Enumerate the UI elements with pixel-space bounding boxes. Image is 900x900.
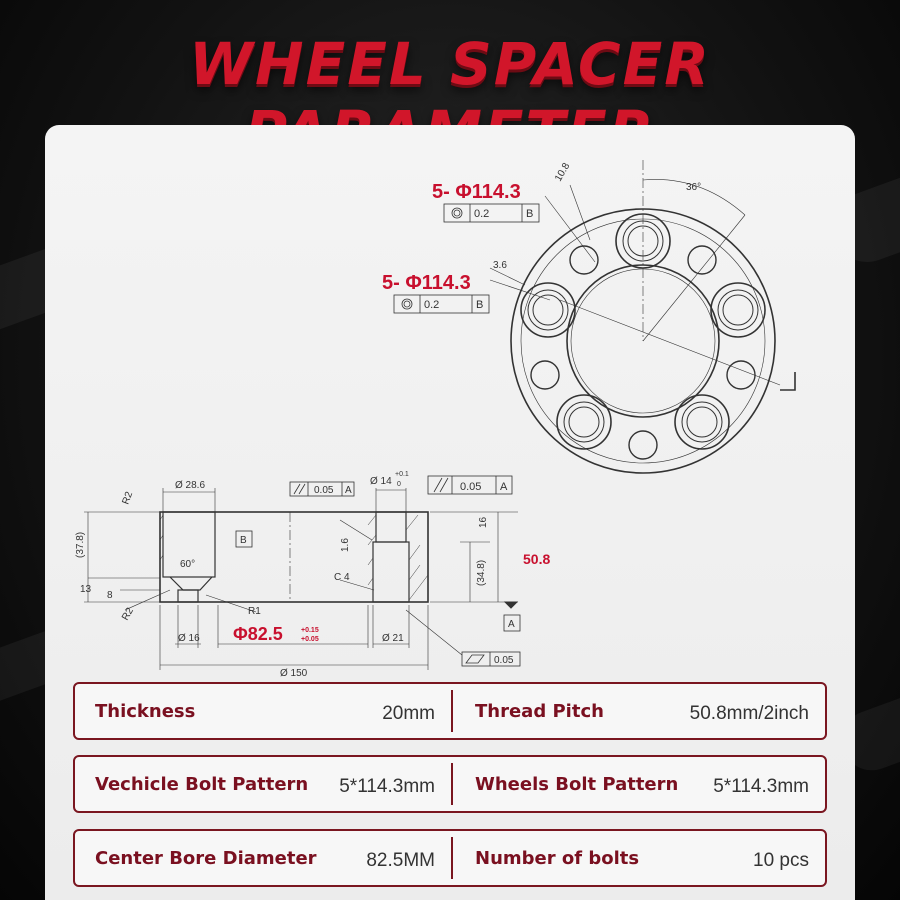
spec-row-2 bbox=[73, 755, 827, 813]
row-divider bbox=[451, 837, 453, 879]
dim-10-8: 10.8 bbox=[553, 161, 573, 184]
wheels-bolt-pattern-label: Wheels Bolt Pattern bbox=[475, 774, 679, 795]
number-of-bolts-value: 10 pcs bbox=[753, 850, 809, 871]
dim-37-8: (37.8) bbox=[75, 531, 86, 558]
flatness-datum: A bbox=[345, 485, 352, 496]
dim-14-tol-upper: +0.1 bbox=[395, 471, 409, 478]
dim-14: Ø 14 bbox=[370, 476, 392, 487]
thread-pitch-label: Thread Pitch bbox=[475, 701, 604, 722]
number-of-bolts-label: Number of bolts bbox=[475, 848, 640, 869]
bore-tolerance-upper: +0.15 bbox=[301, 627, 319, 634]
dim-34-8: (34.8) bbox=[476, 559, 487, 586]
thickness-label: Thickness bbox=[95, 701, 196, 722]
row-divider bbox=[451, 690, 453, 732]
parallel-datum: A bbox=[500, 481, 508, 493]
dim-c4: C 4 bbox=[334, 572, 350, 583]
dim-16-bottom: Ø 16 bbox=[178, 633, 200, 644]
dim-r2-bottom: R2 bbox=[120, 605, 136, 623]
vehicle-bolt-pattern-value: 5*114.3mm bbox=[339, 776, 435, 797]
spec-row-3 bbox=[73, 829, 827, 887]
dim-36-deg: 36° bbox=[686, 182, 702, 193]
bolt-pattern-callout-top: 5- Φ114.3 bbox=[432, 181, 521, 203]
datum-b: B bbox=[240, 535, 247, 546]
dim-8: 8 bbox=[107, 590, 113, 601]
callout-mid-datum: B bbox=[476, 299, 484, 311]
center-bore-label: Center Bore Diameter bbox=[95, 848, 317, 869]
page-title: WHEEL SPACER bbox=[189, 30, 711, 98]
dim-150: Ø 150 bbox=[280, 668, 308, 679]
dim-r1: R1 bbox=[248, 606, 261, 617]
dim-14-tol-lower: 0 bbox=[397, 481, 401, 488]
front-view bbox=[511, 160, 780, 473]
center-bore-value: 82.5MM bbox=[366, 850, 435, 871]
flatness-tolerance: 0.05 bbox=[314, 485, 334, 496]
dim-60-deg: 60° bbox=[180, 559, 196, 570]
row-divider bbox=[451, 763, 453, 805]
thread-pitch-value: 50.8mm/2inch bbox=[689, 703, 809, 724]
wheels-bolt-pattern-value: 5*114.3mm bbox=[713, 776, 809, 797]
dim-r2-top: R2 bbox=[120, 490, 136, 507]
parallel-tolerance: 0.05 bbox=[460, 481, 482, 493]
dim-13: 13 bbox=[80, 584, 92, 595]
spec-row-1 bbox=[73, 682, 827, 740]
thickness-value: 20mm bbox=[382, 703, 435, 724]
dim-3-6: 3.6 bbox=[493, 260, 507, 271]
dim-1-6: 1.6 bbox=[340, 538, 351, 552]
center-bore-dimension: Φ82.5 bbox=[233, 624, 283, 644]
dim-16-right: 16 bbox=[478, 516, 489, 528]
bolt-pattern-callout-middle: 5- Φ114.3 bbox=[382, 272, 471, 294]
section-view bbox=[160, 512, 428, 602]
callout-top-tolerance: 0.2 bbox=[474, 208, 490, 220]
dim-28-6: Ø 28.6 bbox=[175, 480, 206, 491]
callout-mid-tolerance: 0.2 bbox=[424, 299, 440, 311]
thickness-dimension: 50.8 bbox=[523, 551, 551, 567]
callout-top-datum: B bbox=[526, 208, 534, 220]
datum-a: A bbox=[508, 619, 515, 630]
bottom-flatness-tolerance: 0.05 bbox=[494, 655, 514, 666]
vehicle-bolt-pattern-label: Vechicle Bolt Pattern bbox=[95, 774, 309, 795]
dim-21: Ø 21 bbox=[382, 633, 404, 644]
bore-tolerance-lower: +0.05 bbox=[301, 636, 319, 643]
